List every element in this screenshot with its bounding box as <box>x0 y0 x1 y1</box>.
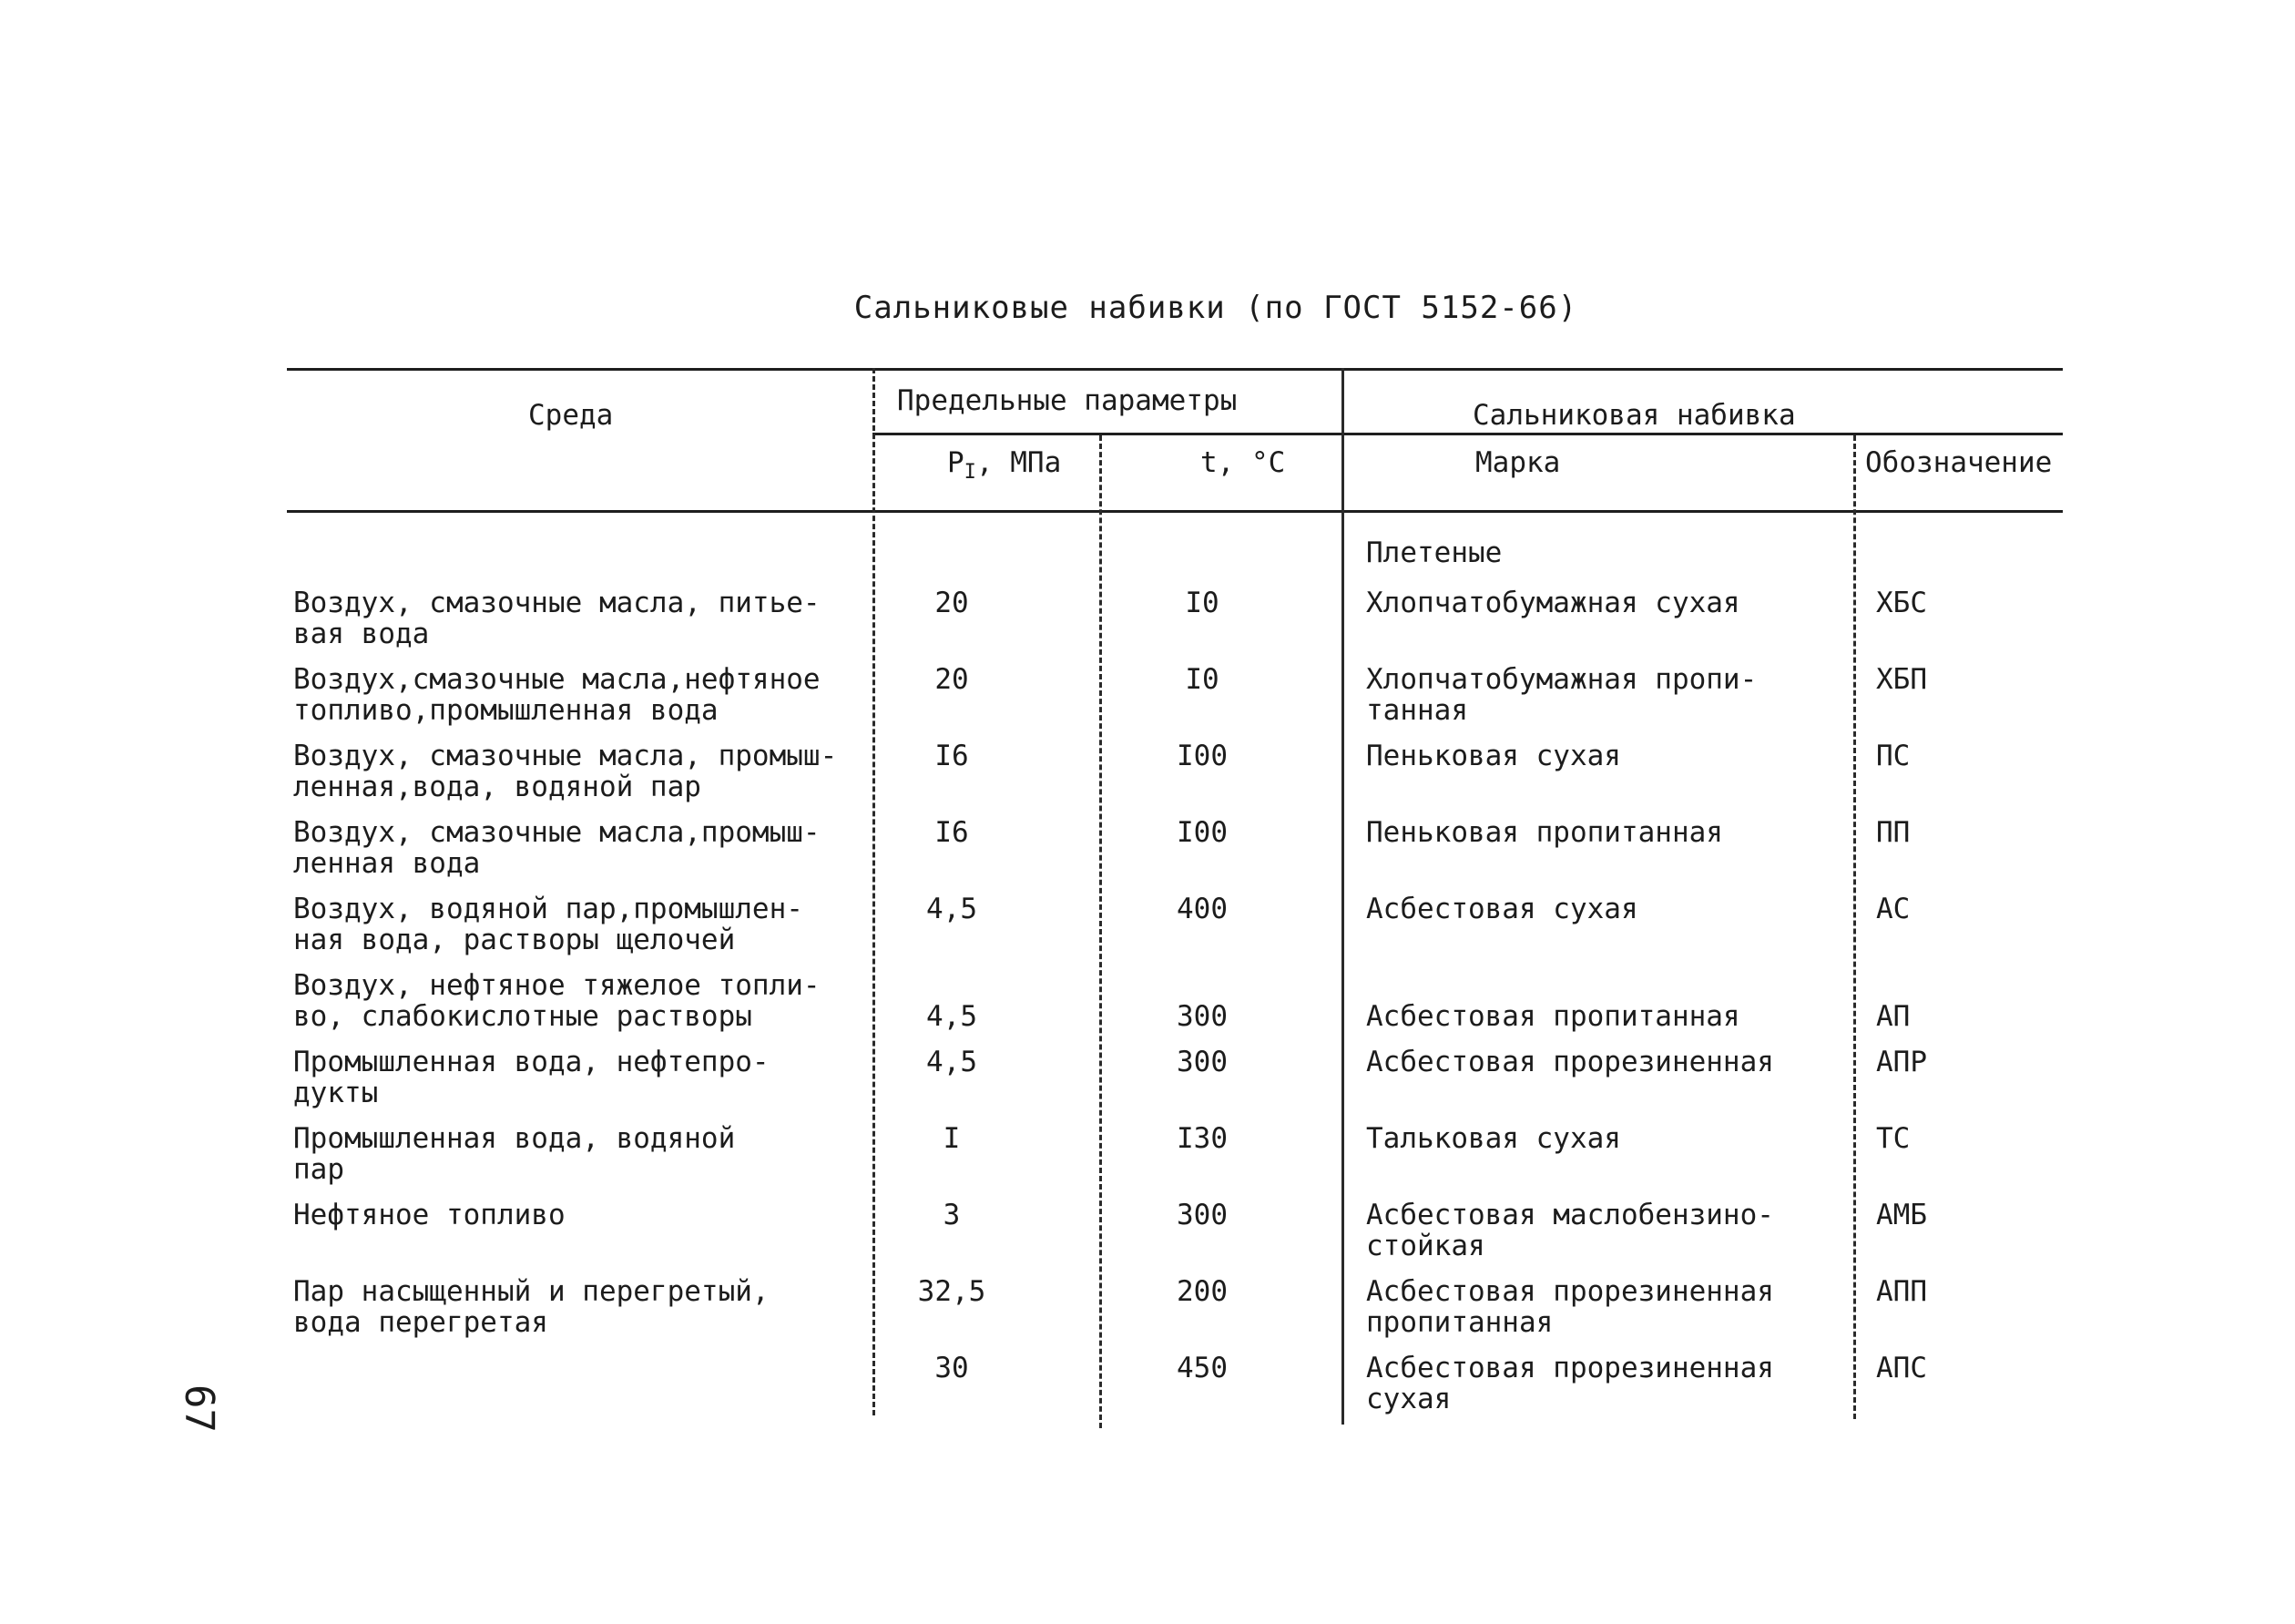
header-designation: Обозначение <box>1865 446 2053 479</box>
header-pressure: $P_I$, МПа <box>947 446 1062 485</box>
row-medium: Нефтяное топливо <box>293 1199 566 1231</box>
row-brand: Тальковая сухая <box>1366 1122 1621 1155</box>
table-title: Сальниковые набивки (по ГОСТ 5152-66) <box>853 290 1578 326</box>
table-top-rule <box>287 368 2063 371</box>
header-limit-params: Предельные параметры <box>897 384 1238 417</box>
row-brand: Пеньковая пропитанная <box>1366 816 1723 849</box>
row-designation: ХБП <box>1876 663 1927 696</box>
row-pressure: 4,5 <box>926 1046 977 1078</box>
row-temperature: I30 <box>1177 1122 1228 1155</box>
row-temperature: I0 <box>1185 587 1219 619</box>
packing-subheader-rule <box>1341 433 2063 435</box>
row-designation: АПР <box>1876 1046 1927 1078</box>
column-divider-temperature <box>1341 368 1344 1425</box>
row-temperature: 200 <box>1177 1275 1228 1308</box>
row-pressure: 3 <box>943 1199 961 1231</box>
row-designation: ХБС <box>1876 587 1927 619</box>
header-temperature: t, °C <box>1200 446 1286 479</box>
row-pressure: I6 <box>934 740 969 772</box>
row-pressure: 20 <box>934 663 969 696</box>
row-temperature: I00 <box>1177 816 1228 849</box>
row-pressure: 30 <box>934 1352 969 1384</box>
row-brand: Асбестовая маслобензино- стойкая <box>1366 1199 1774 1262</box>
row-designation: ПС <box>1876 740 1911 772</box>
group-label: Плетеные <box>1366 536 1503 569</box>
row-temperature: 300 <box>1177 1000 1228 1033</box>
row-pressure: 4,5 <box>926 1000 977 1033</box>
row-pressure: 4,5 <box>926 893 977 925</box>
header-medium: Среда <box>528 399 614 432</box>
row-medium: Воздух, водяной пар,промышлен- ная вода, растворы щелочей <box>293 893 803 956</box>
row-brand: Асбестовая прорезиненная сухая <box>1366 1352 1774 1415</box>
row-temperature: I00 <box>1177 740 1228 772</box>
row-designation: АПП <box>1876 1275 1927 1308</box>
row-medium: Воздух,смазочные масла,нефтяное топливо,промышленная вода <box>293 663 821 727</box>
row-designation: АП <box>1876 1000 1911 1033</box>
row-designation: ПП <box>1876 816 1911 849</box>
row-medium: Промышленная вода, нефтепро- дукты <box>293 1046 770 1109</box>
page-number: 67 <box>176 1384 222 1433</box>
row-pressure: 20 <box>934 587 969 619</box>
row-brand: Хлопчатобумажная пропи- танная <box>1366 663 1758 727</box>
row-brand: Асбестовая прорезиненная пропитанная <box>1366 1275 1774 1339</box>
column-divider-pressure <box>1099 435 1102 1428</box>
row-temperature: 300 <box>1177 1199 1228 1231</box>
params-subheader-rule <box>872 433 1341 435</box>
row-designation: ТС <box>1876 1122 1911 1155</box>
row-pressure: I6 <box>934 816 969 849</box>
row-designation: АПС <box>1876 1352 1927 1384</box>
row-medium: Промышленная вода, водяной пар <box>293 1122 736 1186</box>
row-designation: АС <box>1876 893 1911 925</box>
column-divider-medium <box>872 368 875 1415</box>
row-temperature: 450 <box>1177 1352 1228 1384</box>
row-temperature: 300 <box>1177 1046 1228 1078</box>
row-brand: Хлопчатобумажная сухая <box>1366 587 1740 619</box>
row-temperature: I0 <box>1185 663 1219 696</box>
row-medium: Воздух, смазочные масла, питье- вая вода <box>293 587 821 650</box>
row-medium: Воздух, смазочные масла,промыш- ленная вода <box>293 816 821 880</box>
row-brand: Пеньковая сухая <box>1366 740 1621 772</box>
row-temperature: 400 <box>1177 893 1228 925</box>
row-brand: Асбестовая прорезиненная <box>1366 1046 1774 1078</box>
row-designation: АМБ <box>1876 1199 1927 1231</box>
row-brand: Асбестовая пропитанная <box>1366 1000 1740 1033</box>
row-medium: Пар насыщенный и перегретый, вода перегретая <box>293 1275 770 1339</box>
row-pressure: 32,5 <box>917 1275 986 1308</box>
row-brand: Асбестовая сухая <box>1366 893 1638 925</box>
header-packing: Сальниковая набивка <box>1473 399 1796 432</box>
row-medium: Воздух, нефтяное тяжелое топли- во, слабокислотные растворы <box>293 969 821 1033</box>
column-divider-brand <box>1853 435 1856 1419</box>
header-bottom-rule <box>287 510 2063 513</box>
header-brand: Марка <box>1475 446 1561 479</box>
row-medium: Воздух, смазочные масла, промыш- ленная,вода, водяной пар <box>293 740 838 803</box>
row-pressure: I <box>943 1122 961 1155</box>
